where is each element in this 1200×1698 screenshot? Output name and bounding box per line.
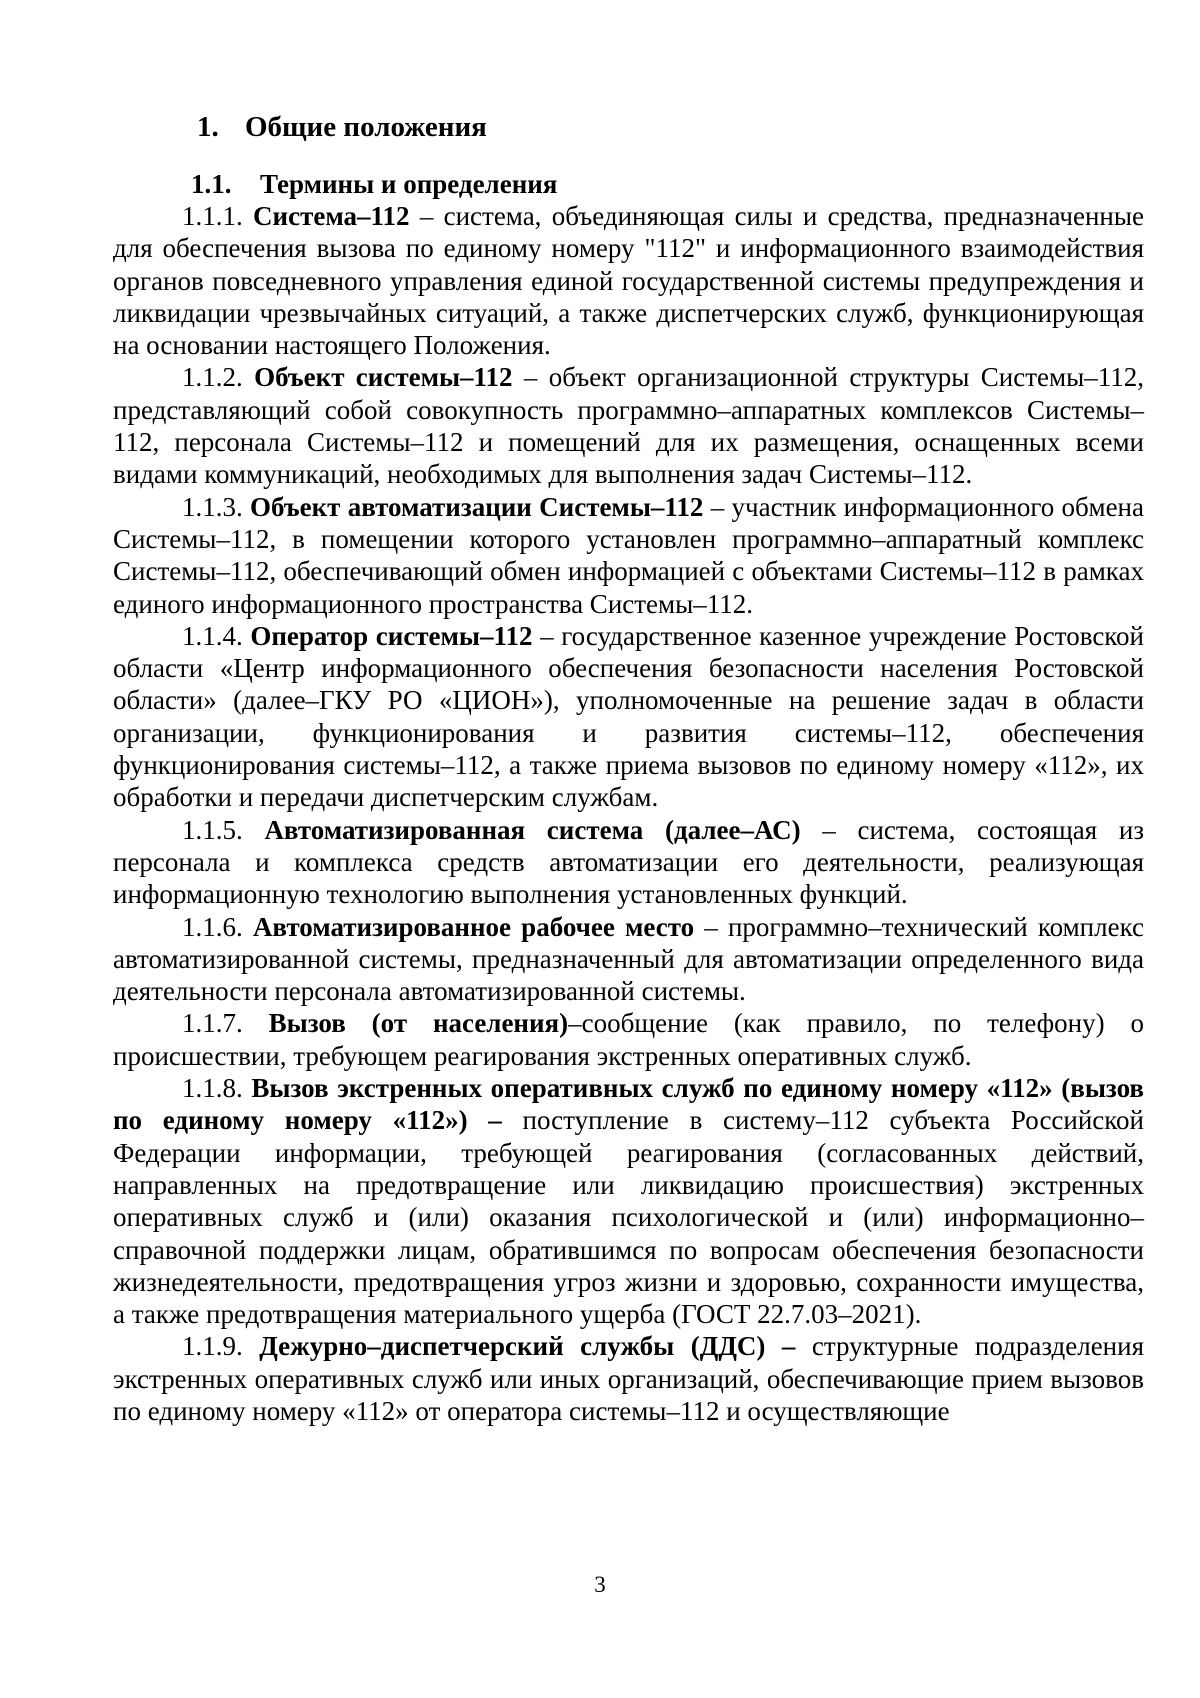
subsection-title: Термины и определения bbox=[260, 169, 558, 199]
definition-term: Система–112 bbox=[253, 201, 410, 231]
definition-paragraph bbox=[113, 1007, 1144, 1072]
definition-text: –сообщение (как правило, по телефону) о происшествии, требующем реагирования экстренных оперативных служб. bbox=[113, 1008, 1144, 1071]
definition-paragraph bbox=[113, 1072, 1144, 1330]
definition-number: 1.1.9. bbox=[182, 1331, 243, 1362]
definition-term: Объект системы–112 bbox=[254, 362, 513, 393]
page-number: 3 bbox=[594, 1572, 606, 1597]
definition-number: 1.1.5. bbox=[182, 814, 243, 845]
definition-text: – система, состоящая из персонала и комплекса средств автоматизации его деятельности, реализующая информационную технологию выполнения установленных функций. bbox=[113, 814, 1144, 910]
definition-term: Дежурно–диспетчерский службы (ДДС) – bbox=[259, 1331, 796, 1362]
definition-number: 1.1.6. bbox=[182, 911, 243, 942]
definition-paragraph bbox=[113, 1330, 1144, 1427]
definition-text: поступление в систему–112 субъекта Российской Федерации информации, требующей реагирования (согласованных действий, направленных на предотвращение или ликвидацию происшествия) экстренных оперативных служб и (или) оказания психологической и (или) информационно–справочной поддержки лицам, обратившимся по вопросам обеспечения безопасности жизнедеятельности, предотвращения угроз жизни и здоровью, сохранности имущества, а также предотвращения материального ущерба (ГОСТ 22.7.03–2021). bbox=[113, 1105, 1144, 1330]
definition-text: – участник информационного обмена Системы–112, в помещении которого установлен программно–аппаратный комплекс Системы–112, обеспечивающий обмен информацией с объектами Системы–112 в рамках единого информационного пространства Системы–112. bbox=[113, 491, 1144, 619]
definition-text: – государственное казенное учреждение Ростовской области «Центр информационного обеспечения безопасности населения Ростовской области» (далее–ГКУ РО «ЦИОН»), уполномоченные на решение задач в области организации, функционирования и развития системы–112, обеспечения функционирования системы–112, а также приема вызовов по единому номеру «112», их обработки и передачи диспетчерским службам. bbox=[113, 620, 1144, 813]
definition-text: – программно–технический комплекс автоматизированной системы, предназначенный для автоматизации определенного вида деятельности персонала автоматизированной системы. bbox=[113, 911, 1145, 1007]
definition-term: Оператор системы–112 bbox=[250, 620, 533, 651]
definition-term: Автоматизированное рабочее место bbox=[252, 911, 695, 942]
definition-number: 1.1.3. bbox=[182, 491, 243, 522]
section-title: Общие положения bbox=[245, 111, 487, 143]
definition-term: Автоматизированная система (далее–АС) bbox=[264, 814, 801, 845]
definition-number: 1.1.4. bbox=[182, 620, 243, 651]
definition-text: – система, объединяющая силы и средства, предназначенные для обеспечения вызова по единому номеру "112" и информационного взаимодействия органов повседневного управления единой государственной системы предупреждения и ликвидации чрезвычайных ситуаций, а также диспетчерских служб, функционирующая на основании настоящего Положения. bbox=[113, 201, 1145, 361]
definition-term: Вызов (от населения) bbox=[268, 1008, 569, 1039]
definition-text: – объект организационной структуры Системы–112, представляющий собой совокупность программно–аппаратных комплексов Системы–112, персонала Системы–112 и помещений для их размещения, оснащенных всеми видами коммуникаций, необходимых для выполнения задач Системы–112. bbox=[113, 362, 1144, 490]
definition-text: структурные подразделения экстренных оперативных служб или иных организаций, обеспечивающие прием вызовов по единому номеру «112» от оператора системы–112 и осуществляющие bbox=[113, 1331, 1144, 1426]
definition-number: 1.1.2. bbox=[182, 362, 243, 393]
section-heading bbox=[197, 108, 1144, 146]
page-content bbox=[113, 108, 1144, 1427]
definition-number: 1.1.8. bbox=[182, 1073, 243, 1104]
definition-paragraph bbox=[113, 814, 1144, 911]
subsection-number: 1.1. bbox=[191, 169, 232, 199]
definition-paragraph bbox=[113, 620, 1144, 814]
definition-paragraph bbox=[113, 361, 1144, 490]
definition-paragraph bbox=[113, 491, 1144, 620]
definition-term: Вызов экстренных оперативных служб по единому номеру «112» (вызов по единому номеру «112») – bbox=[113, 1073, 1144, 1136]
subsection-heading bbox=[191, 168, 1144, 200]
definition-paragraph bbox=[113, 911, 1144, 1008]
section-number: 1. bbox=[197, 111, 219, 143]
definition-term: Объект автоматизации Системы–112 bbox=[250, 491, 704, 522]
definition-number: 1.1.1. bbox=[182, 201, 243, 231]
definition-paragraph bbox=[113, 200, 1144, 361]
definition-number: 1.1.7. bbox=[182, 1008, 243, 1039]
